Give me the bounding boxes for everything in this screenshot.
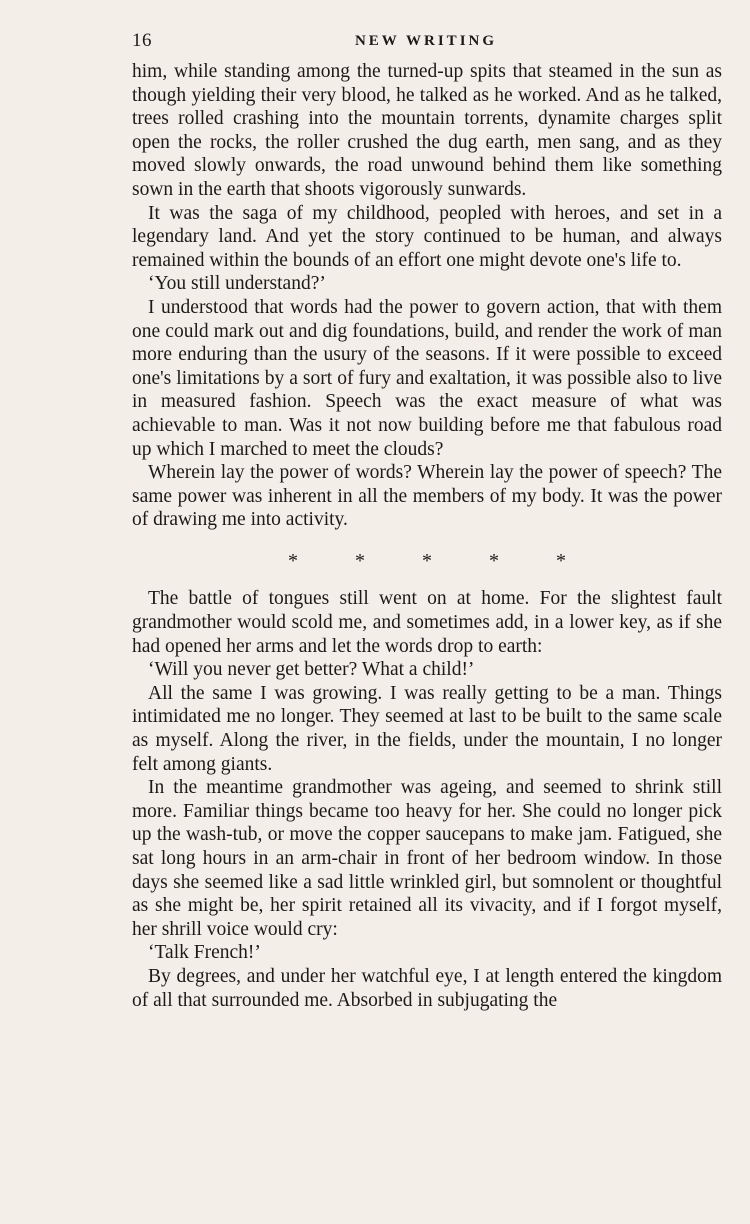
section-break-asterisk: * (556, 549, 566, 572)
paragraph: All the same I was growing. I was really getting to be a man. Things intimidated me no longer. They seemed at last to be built to the same scale as myself. Along the river, in the fields, under the mountain, I no longer felt among giants. (132, 682, 722, 775)
paragraph: Wherein lay the power of words? Wherein lay the power of speech? The same power was inherent in all the members of my body. It was the power of drawing me into activity. (132, 462, 722, 531)
section-break-asterisk: * (489, 549, 499, 572)
page-header (132, 30, 720, 56)
paragraph: The battle of tongues still went on at home. For the slightest fault grandmother would scold me, and sometimes add, in a lower key, as if she had opened her arms and let the words drop to earth: (132, 588, 722, 657)
section-break-asterisk: * (355, 549, 365, 572)
paragraph: In the meantime grandmother was ageing, and seemed to shrink still more. Familiar things became too heavy for her. She could no longer pick up the wash-tub, or move the copper saucepans to make jam. Fatigued, she sat long hours in an arm-chair in front of her bedroom window. In those days she seemed like a sad little wrinkled girl, but somnolent or thoughtful as she might be, her spirit retained all its vivacity, and if I forgot myself, her shrill voice would cry: (132, 777, 722, 940)
paragraph: It was the saga of my childhood, peopled with heroes, and set in a legendary land. And yet the story continued to be human, and always remained within the bounds of an effort one might devote one's life to. (132, 202, 722, 271)
paragraph: I understood that words had the power to govern action, that with them one could mark out and dig foundations, build, and render the work of man more enduring than the usury of the seasons. If it were possible to exceed one's limitations by a sort of fury and exaltation, it was possible also to live in measured fashion. Speech was the exact measure of what was achievable to man. Was it not now building before me that fabulous road up which I marched to meet the clouds? (132, 296, 722, 460)
page-number: 16 (132, 30, 152, 51)
dialogue-line: ‘You still understand?’ (148, 273, 326, 295)
dialogue-line: ‘Will you never get better? What a child!’ (148, 659, 475, 681)
running-title: NEW WRITING (354, 33, 498, 49)
section-break-asterisk: * (422, 549, 432, 572)
body-text (132, 60, 722, 1012)
dialogue-line: ‘Talk French!’ (148, 942, 261, 964)
paragraph: By degrees, and under her watchful eye, I at length entered the kingdom of all that surrounded me. Absorbed in subjugating the (132, 965, 722, 1011)
section-break (132, 550, 722, 574)
section-break-asterisk: * (288, 549, 298, 572)
paragraph: him, while standing among the turned-up spits that steamed in the sun as though yielding their very blood, he talked as he worked. And as he talked, trees rolled crashing into the mountain torrents, dynamite charges split open the rocks, the roller crushed the dug earth, men sang, and as they moved slowly onwards, the road unwound behind them like something sown in the earth that shoots vigorously sunwards. (132, 61, 722, 200)
